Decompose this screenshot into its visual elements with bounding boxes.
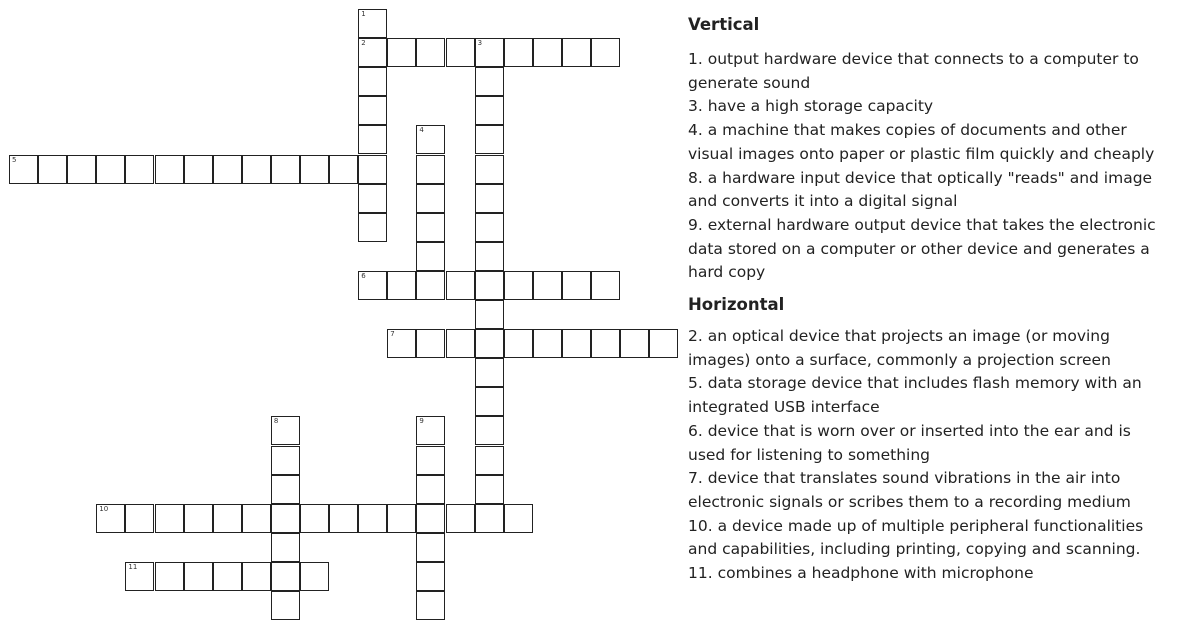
crossword-cell[interactable]	[329, 504, 358, 533]
vertical-clue: 9. external hardware output device that takes the electronic data stored on a computer or other device and generates a hard copy	[688, 215, 1156, 282]
vertical-clue: 4. a machine that makes copies of documents and other visual images onto paper or plastic film quickly and cheaply	[688, 121, 1155, 163]
crossword-cell[interactable]	[213, 562, 242, 591]
crossword-cell[interactable]	[38, 155, 67, 184]
crossword-cell[interactable]	[591, 329, 620, 358]
horizontal-clue: 11. combines a headphone with microphone	[688, 564, 1034, 583]
crossword-cell[interactable]	[475, 416, 504, 445]
crossword-cell[interactable]	[184, 562, 213, 591]
crossword-cell[interactable]	[533, 271, 562, 300]
clue-number: 11	[128, 562, 138, 571]
crossword-cell[interactable]	[125, 562, 154, 591]
crossword-cell[interactable]	[416, 329, 445, 358]
horizontal-clue-list	[688, 325, 1168, 586]
crossword-cell[interactable]	[271, 533, 300, 562]
crossword-cell[interactable]	[533, 329, 562, 358]
clue-number: 5	[12, 155, 17, 164]
crossword-cell[interactable]	[155, 155, 184, 184]
horizontal-clue: 5. data storage device that includes flash memory with an integrated USB interface	[688, 374, 1142, 417]
crossword-cell[interactable]	[475, 300, 504, 329]
horizontal-heading: Horizontal	[688, 295, 785, 315]
horizontal-clue: 10. a device made up of multiple peripheral functionalities and capabilities, including printing, copying and scanning.	[688, 516, 1144, 559]
crossword-cell[interactable]	[504, 38, 533, 67]
crossword-cell[interactable]	[416, 475, 445, 504]
crossword-cell[interactable]	[620, 329, 649, 358]
vertical-clue: 3. have a high storage capacity	[688, 97, 934, 116]
vertical-clue-list	[688, 48, 1168, 285]
clue-number: 3	[477, 39, 483, 48]
crossword-cell[interactable]	[358, 9, 387, 38]
crossword-cell[interactable]	[300, 155, 329, 184]
crossword-cell[interactable]	[591, 38, 620, 67]
crossword-cell[interactable]	[446, 38, 475, 67]
crossword-cell[interactable]	[475, 155, 504, 184]
clue-number: 6	[361, 271, 366, 280]
crossword-cell[interactable]	[329, 155, 358, 184]
crossword-cell[interactable]	[242, 562, 271, 591]
crossword-cell[interactable]	[358, 67, 387, 96]
crossword-cell[interactable]	[271, 155, 300, 184]
crossword-cell[interactable]	[504, 504, 533, 533]
crossword-cell[interactable]	[358, 271, 387, 300]
crossword-cell[interactable]	[475, 96, 504, 125]
clue-number: 7	[390, 330, 395, 339]
clue-number: 2	[361, 39, 366, 48]
crossword-cell[interactable]	[9, 155, 38, 184]
crossword-cell[interactable]	[271, 504, 300, 533]
crossword-cell[interactable]	[475, 475, 504, 504]
crossword-cell[interactable]	[416, 155, 445, 184]
crossword-cell[interactable]	[446, 271, 475, 300]
crossword-cell[interactable]	[562, 38, 591, 67]
crossword-cell[interactable]	[416, 504, 445, 533]
crossword-cell[interactable]	[125, 504, 154, 533]
clue-number: 8	[273, 417, 279, 426]
horizontal-clue: 7. device that translates sound vibrations in the air into electronic signals or scribes them to a recording medium	[688, 469, 1131, 511]
crossword-cell[interactable]	[562, 271, 591, 300]
clues-panel	[688, 12, 1168, 586]
crossword-cell[interactable]	[387, 271, 416, 300]
crossword-cell[interactable]	[213, 504, 242, 533]
crossword-cell[interactable]	[475, 358, 504, 387]
crossword-cell[interactable]	[416, 38, 445, 67]
crossword-cell[interactable]	[358, 96, 387, 125]
clue-number: 9	[419, 417, 424, 426]
crossword-cell[interactable]	[416, 562, 445, 591]
crossword-cell[interactable]	[475, 329, 504, 358]
crossword-cell[interactable]	[475, 446, 504, 475]
crossword-cell[interactable]	[213, 155, 242, 184]
crossword-cell[interactable]	[416, 446, 445, 475]
crossword-cell[interactable]	[416, 416, 445, 445]
crossword-cell[interactable]	[416, 591, 445, 620]
crossword-cell[interactable]	[475, 67, 504, 96]
crossword-cell[interactable]	[358, 125, 387, 154]
crossword-cell[interactable]	[475, 38, 504, 67]
crossword-cell[interactable]	[416, 271, 445, 300]
crossword-cell[interactable]	[504, 329, 533, 358]
crossword-cell[interactable]	[387, 329, 416, 358]
horizontal-clue: 6. device that is worn over or inserted into the ear and is used for listening to something	[688, 421, 1131, 464]
crossword-cell[interactable]	[125, 155, 154, 184]
clue-number: 10	[99, 504, 109, 513]
crossword-cell[interactable]	[67, 155, 96, 184]
crossword-cell[interactable]	[271, 446, 300, 475]
crossword-cell[interactable]	[591, 271, 620, 300]
crossword-cell[interactable]	[271, 591, 300, 620]
crossword-cell[interactable]	[358, 155, 387, 184]
crossword-cell[interactable]	[242, 155, 271, 184]
crossword-cell[interactable]	[358, 38, 387, 67]
crossword-cell[interactable]	[475, 213, 504, 242]
crossword-cell[interactable]	[387, 504, 416, 533]
crossword-cell[interactable]	[271, 416, 300, 445]
crossword-cell[interactable]	[271, 562, 300, 591]
crossword-cell[interactable]	[475, 387, 504, 416]
crossword-cell[interactable]	[446, 504, 475, 533]
crossword-cell[interactable]	[184, 155, 213, 184]
crossword-cell[interactable]	[416, 533, 445, 562]
vertical-clue: 1. output hardware device that connects to a computer to generate sound	[688, 50, 1139, 92]
vertical-clue: 8. a hardware input device that optically "reads" and image and converts it into a digital signal	[688, 168, 1153, 211]
crossword-cell[interactable]	[475, 271, 504, 300]
crossword-cell[interactable]	[96, 504, 125, 533]
crossword-cell[interactable]	[155, 562, 184, 591]
crossword-cell[interactable]	[387, 38, 416, 67]
crossword-cell[interactable]	[416, 213, 445, 242]
crossword-cell[interactable]	[416, 242, 445, 271]
crossword-cell[interactable]	[155, 504, 184, 533]
crossword-cell[interactable]	[271, 475, 300, 504]
crossword-cell[interactable]	[475, 242, 504, 271]
crossword-cell[interactable]	[533, 38, 562, 67]
crossword-cell[interactable]	[475, 184, 504, 213]
vertical-heading: Vertical	[688, 15, 760, 34]
clue-number: 1	[361, 10, 366, 18]
crossword-cell[interactable]	[475, 125, 504, 154]
crossword-cell[interactable]	[96, 155, 125, 184]
crossword-cell[interactable]	[416, 184, 445, 213]
crossword-cell[interactable]	[562, 329, 591, 358]
crossword-cell[interactable]	[649, 329, 678, 358]
clue-number: 4	[419, 126, 424, 135]
crossword-cell[interactable]	[242, 504, 271, 533]
crossword-cell[interactable]	[358, 504, 387, 533]
crossword-cell[interactable]	[358, 213, 387, 242]
crossword-cell[interactable]	[300, 562, 329, 591]
crossword-cell[interactable]	[475, 504, 504, 533]
crossword-cell[interactable]	[184, 504, 213, 533]
crossword-cell[interactable]	[416, 125, 445, 154]
crossword-cell[interactable]	[358, 184, 387, 213]
crossword-cell[interactable]	[446, 329, 475, 358]
crossword-cell[interactable]	[300, 504, 329, 533]
crossword-cell[interactable]	[504, 271, 533, 300]
horizontal-clue: 2. an optical device that projects an image (or moving images) onto a surface, commonly a projection screen	[688, 327, 1111, 369]
